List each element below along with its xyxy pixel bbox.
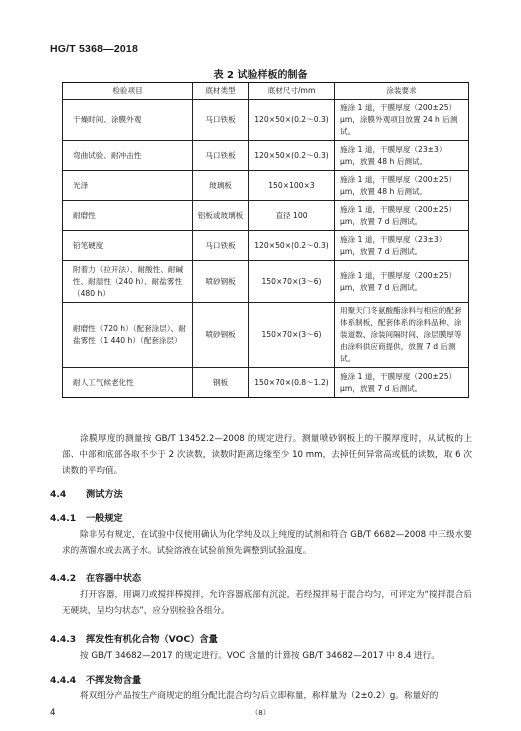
paragraph-4-4-2: 打开容器，用调刀或搅拌棒搅拌，允许容器底部有沉淀，若经搅拌易于混合均匀，可评定为“搅拌混合后无硬块，呈均匀状态”，应分别检验各组分。 <box>62 590 472 616</box>
table-row <box>63 100 469 141</box>
cell-item: 耐磨性 <box>63 201 193 231</box>
paragraph-4-4-4: 将双组分产品按生产商规定的组分配比混合均匀后立即称量，称样量为（2±0.2）g。称量好的 <box>80 691 439 701</box>
cell-item: 耐磨性（720 h）（配套涂层）、耐盐雾性（1 440 h）（配套涂层） <box>63 303 193 368</box>
table-caption: 表 2 试验样板的制备 <box>213 70 308 81</box>
cell-requirement: 施涂 1 道，干膜厚度（200±25）μm，放置 7 d 后测试。 <box>335 201 469 231</box>
cell-requirement: 施涂 1 道，干膜厚度（23±3）μm，放置 48 h 后测试。 <box>335 141 469 171</box>
cell-requirement: 施涂 1 道，干膜厚度（200±25）μm，涂膜外观项目放置 24 h 后测试。 <box>335 100 469 141</box>
cell-size: 150×100×3 <box>249 171 335 201</box>
table-row <box>63 261 469 303</box>
column-header-substrate: 底材类型 <box>193 83 249 100</box>
table-row <box>63 368 469 398</box>
cell-size: 120×50×(0.2～0.3) <box>249 100 335 141</box>
cell-size: 120×50×(0.2～0.3) <box>249 231 335 261</box>
cell-size: 120×50×(0.2～0.3) <box>249 141 335 171</box>
section-number: 4.4.3 <box>50 634 77 645</box>
cell-substrate: 马口铁板 <box>193 141 249 171</box>
cell-requirement: 施涂 1 道，干膜厚度（23±3）μm，放置 7 d 后测试。 <box>335 231 469 261</box>
cell-item: 铅笔硬度 <box>63 231 193 261</box>
section-title: 测试方法 <box>86 489 123 500</box>
cell-size: 150×70×(3～6) <box>249 261 335 303</box>
section-title: 不挥发物含量 <box>86 675 142 686</box>
cell-item: 耐人工气候老化性 <box>63 368 193 398</box>
table-row <box>63 201 469 231</box>
cell-item: 光泽 <box>63 171 193 201</box>
table-row <box>63 231 469 261</box>
cell-item: 干燥时间、涂膜外观 <box>63 100 193 141</box>
cell-requirement: 施涂 1 道，干膜厚度（200±25）μm，放置 48 h 后测试。 <box>335 171 469 201</box>
section-heading-4-4-2 <box>50 570 141 584</box>
section-title: 一般规定 <box>86 513 123 524</box>
cell-substrate: 喷砂钢板 <box>193 303 249 368</box>
table-row <box>63 171 469 201</box>
table-header-row <box>63 83 469 100</box>
section-heading-4-4 <box>50 486 123 500</box>
cell-substrate: 马口铁板 <box>193 231 249 261</box>
cell-size: 150×70×(0.8～1.2) <box>249 368 335 398</box>
table-row <box>63 141 469 171</box>
sample-preparation-table <box>62 82 469 398</box>
cell-item: 弯曲试验、耐冲击性 <box>63 141 193 171</box>
cell-requirement: 用聚天门冬氨酸酯涂料与相应的配套体系制板，配套体系的涂料品种、涂装道数、涂装间隔时间、涂层膜厚等由涂料供应商提供，放置 7 d 后测试。 <box>335 303 469 368</box>
section-number: 4.4.4 <box>50 675 77 686</box>
section-heading-4-4-3 <box>50 631 218 645</box>
section-title: 挥发性有机化合物（VOC）含量 <box>86 634 218 645</box>
cell-requirement: 施涂 1 道，干膜厚度（200±25）μm，放置 7 d 后测试。 <box>335 261 469 303</box>
paragraph-film-thickness: 涂膜厚度的测量按 GB/T 13452.2—2008 的规定进行。测量喷砂钢板上的干膜厚度时，从试板的上部、中部和底部各取不少于 2 次读数，读数时距离边缘至少 10 mm，去掉任何异常高或低的读数，取 6 次读数的平均值。 <box>62 434 472 476</box>
column-header-requirement: 涂装要求 <box>335 83 469 100</box>
section-title: 在容器中状态 <box>86 573 142 584</box>
cell-substrate: 钢板 <box>193 368 249 398</box>
section-heading-4-4-1 <box>50 510 123 524</box>
section-heading-4-4-4 <box>50 672 141 686</box>
section-number: 4.4 <box>50 489 67 500</box>
cell-requirement: 施涂 1 道，干膜厚度（200±25）μm，放置 7 d 后测试。 <box>335 368 469 398</box>
standard-number: HG/T 5368—2018 <box>50 43 139 55</box>
cell-substrate: 马口铁板 <box>193 100 249 141</box>
cell-item: 附着力（拉开法）、耐酸性、耐碱性、耐湿性（240 h）、耐盐雾性（480 h） <box>63 261 193 303</box>
cell-substrate: 喷砂钢板 <box>193 261 249 303</box>
table-row <box>63 303 469 368</box>
page-number: 4 <box>50 708 56 718</box>
cell-size: 直径 100 <box>249 201 335 231</box>
paragraph-4-4-1: 除非另有规定，在试验中仅使用确认为化学纯及以上纯度的试剂和符合 GB/T 6682—2008 中三级水要求的蒸馏水或去离子水。试验溶液在试验前预先调整到试验温度。 <box>62 530 472 556</box>
section-number: 4.4.2 <box>50 573 77 584</box>
paragraph-4-4-3: 按 GB/T 34682—2017 的规定进行。VOC 含量的计算按 GB/T 34682—2017 中 8.4 进行。 <box>80 651 440 661</box>
page-footer-center: （8） <box>251 708 270 717</box>
cell-substrate: 玻璃板 <box>193 171 249 201</box>
cell-substrate: 铝板或玻璃板 <box>193 201 249 231</box>
cell-size: 150×70×(3～6) <box>249 303 335 368</box>
column-header-item: 检验项目 <box>63 83 193 100</box>
section-number: 4.4.1 <box>50 513 77 524</box>
column-header-size: 底材尺寸/mm <box>249 83 335 100</box>
